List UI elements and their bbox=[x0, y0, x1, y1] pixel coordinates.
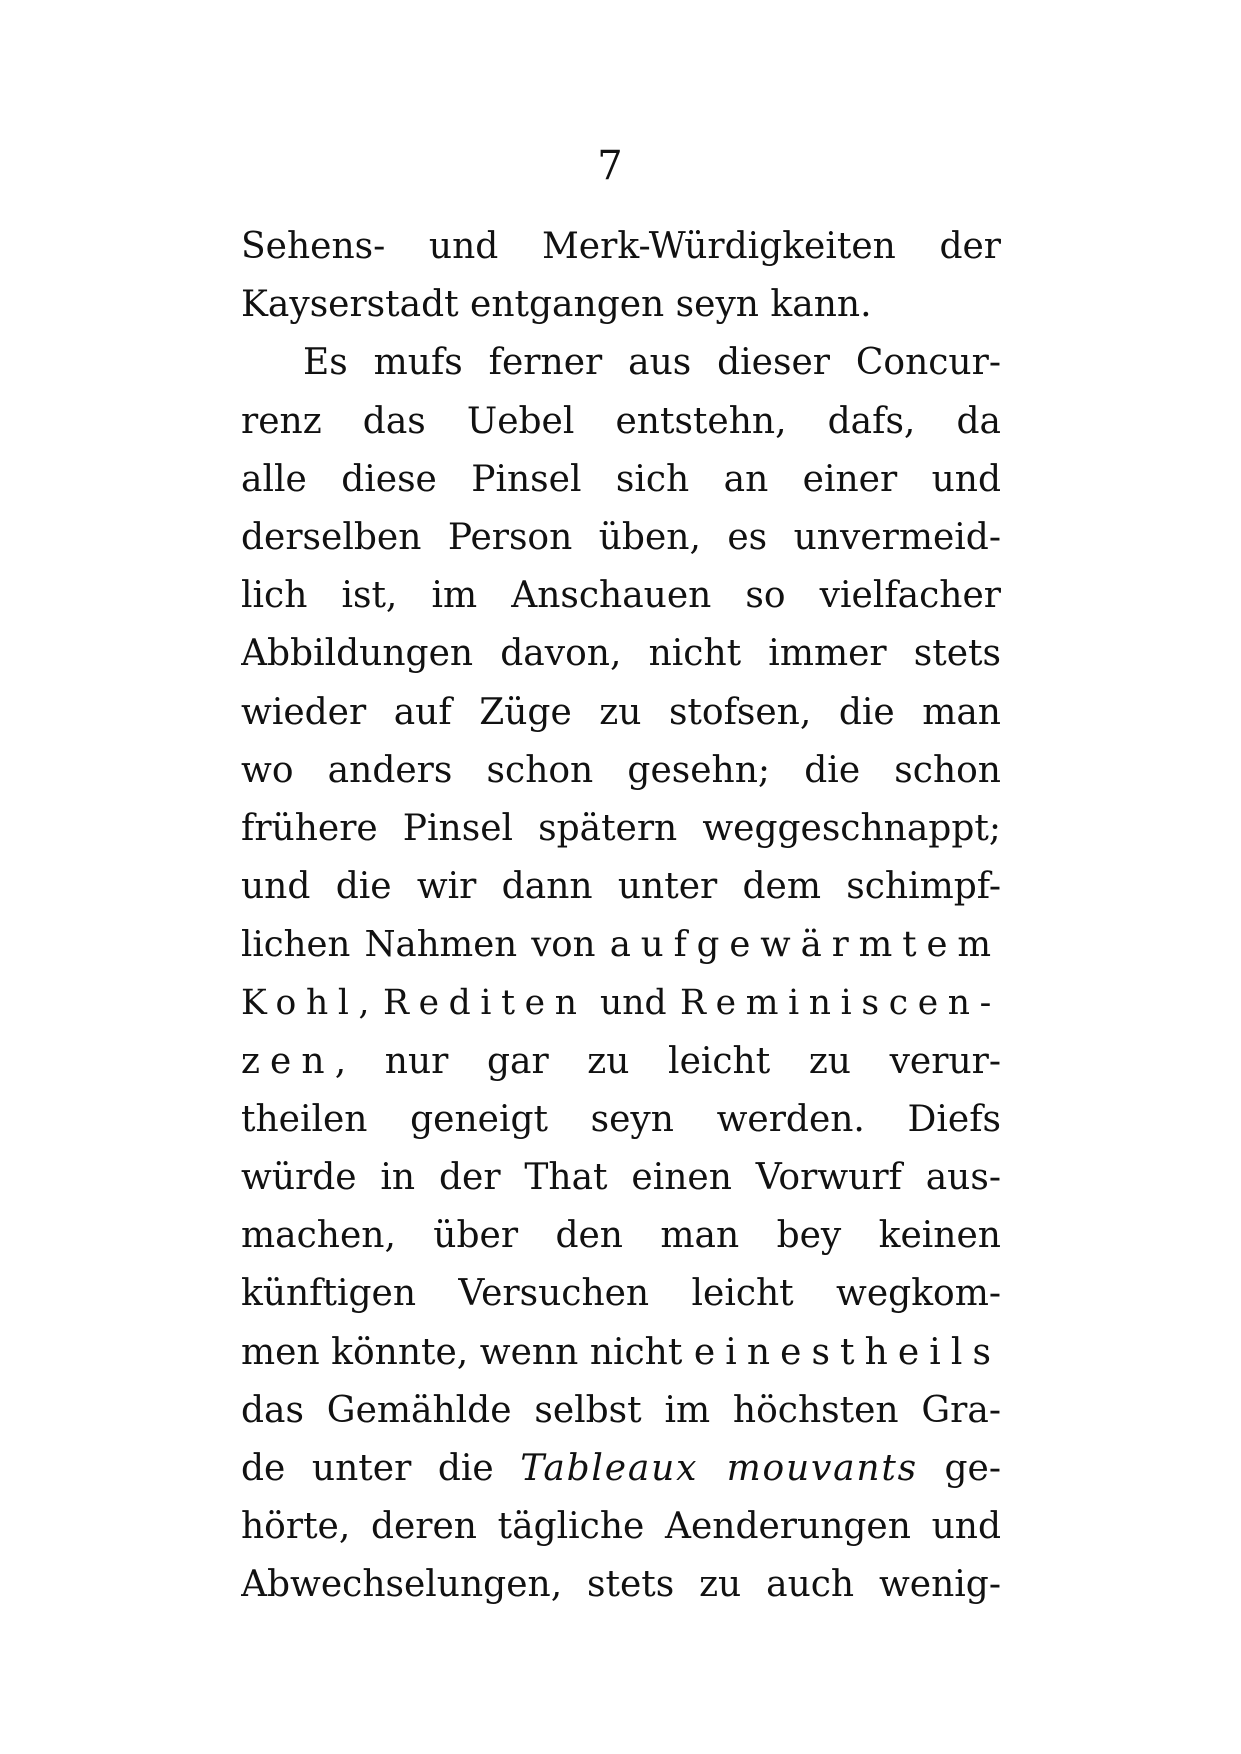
text-segment: ge- bbox=[917, 1447, 1001, 1489]
text-line-23: hörte, deren tägliche Aenderungen und bbox=[241, 1506, 1001, 1548]
text-line-12: und die wir dann unter dem schimpf- bbox=[241, 866, 1001, 908]
text-line-21: das Gemählde selbst im höchsten Gra- bbox=[241, 1389, 1001, 1431]
spaced-text: aufgewärmtem bbox=[609, 924, 1001, 966]
text-line-3: Es mufs ferner aus dieser Concur- bbox=[303, 342, 1001, 384]
spaced-text: einestheils bbox=[693, 1331, 1001, 1373]
text-segment: men könnte, wenn nicht bbox=[241, 1331, 694, 1373]
spaced-text: Rediten bbox=[382, 983, 587, 1024]
text-segment: de unter die bbox=[241, 1447, 521, 1489]
text-line-19: künftigen Versuchen leicht wegkom- bbox=[241, 1273, 1001, 1315]
text-line-6: derselben Person üben, es unvermeid- bbox=[241, 516, 1001, 558]
text-line-16: theilen geneigt seyn werden. Diefs bbox=[241, 1098, 1001, 1140]
text-line-15 bbox=[241, 1033, 1001, 1091]
italic-text: Tableaux mouvants bbox=[520, 1447, 918, 1489]
text-line-22 bbox=[241, 1440, 1001, 1498]
text-line-1: Sehens- und Merk-Würdigkeiten der bbox=[241, 226, 1001, 267]
text-segment: , nur gar zu leicht zu verur- bbox=[334, 1040, 1001, 1082]
text-segment: und bbox=[586, 983, 681, 1024]
body-text bbox=[241, 218, 1001, 1615]
text-line-10: wo anders schon gesehn; die schon bbox=[241, 749, 1001, 791]
text-line-5: alle diese Pinsel sich an einer und bbox=[241, 458, 1001, 500]
text-segment: lichen Nahmen von bbox=[241, 924, 610, 966]
text-line-7: lich ist, im Anschauen so vielfacher bbox=[241, 575, 1001, 617]
text-line-14 bbox=[241, 974, 1001, 1032]
text-line-9: wieder auf Züge zu stofsen, die man bbox=[241, 691, 1001, 733]
text-line-18: machen, über den man bey keinen bbox=[241, 1215, 1001, 1257]
text-line-24: Abwechselungen, stets zu auch wenig- bbox=[241, 1564, 1001, 1606]
text-line-17: würde in der That einen Vorwurf aus- bbox=[241, 1157, 1001, 1198]
text-line-4: renz das Uebel entstehn, dafs, da bbox=[241, 400, 1001, 442]
text-line-8: Abbildungen davon, nicht immer stets bbox=[241, 633, 1001, 675]
spaced-text: Kohl bbox=[241, 983, 359, 1024]
text-segment: , bbox=[358, 983, 383, 1024]
spaced-text: Reminiscen- bbox=[680, 983, 1001, 1024]
text-line-20 bbox=[241, 1324, 1001, 1382]
text-line-2: Kayserstadt entgangen seyn kann. bbox=[241, 284, 872, 326]
spaced-text: zen bbox=[241, 1040, 335, 1082]
text-line-11: frühere Pinsel spätern weggeschnappt; bbox=[241, 807, 1001, 849]
text-line-13 bbox=[241, 916, 1001, 974]
page-number: 7 bbox=[597, 143, 623, 189]
